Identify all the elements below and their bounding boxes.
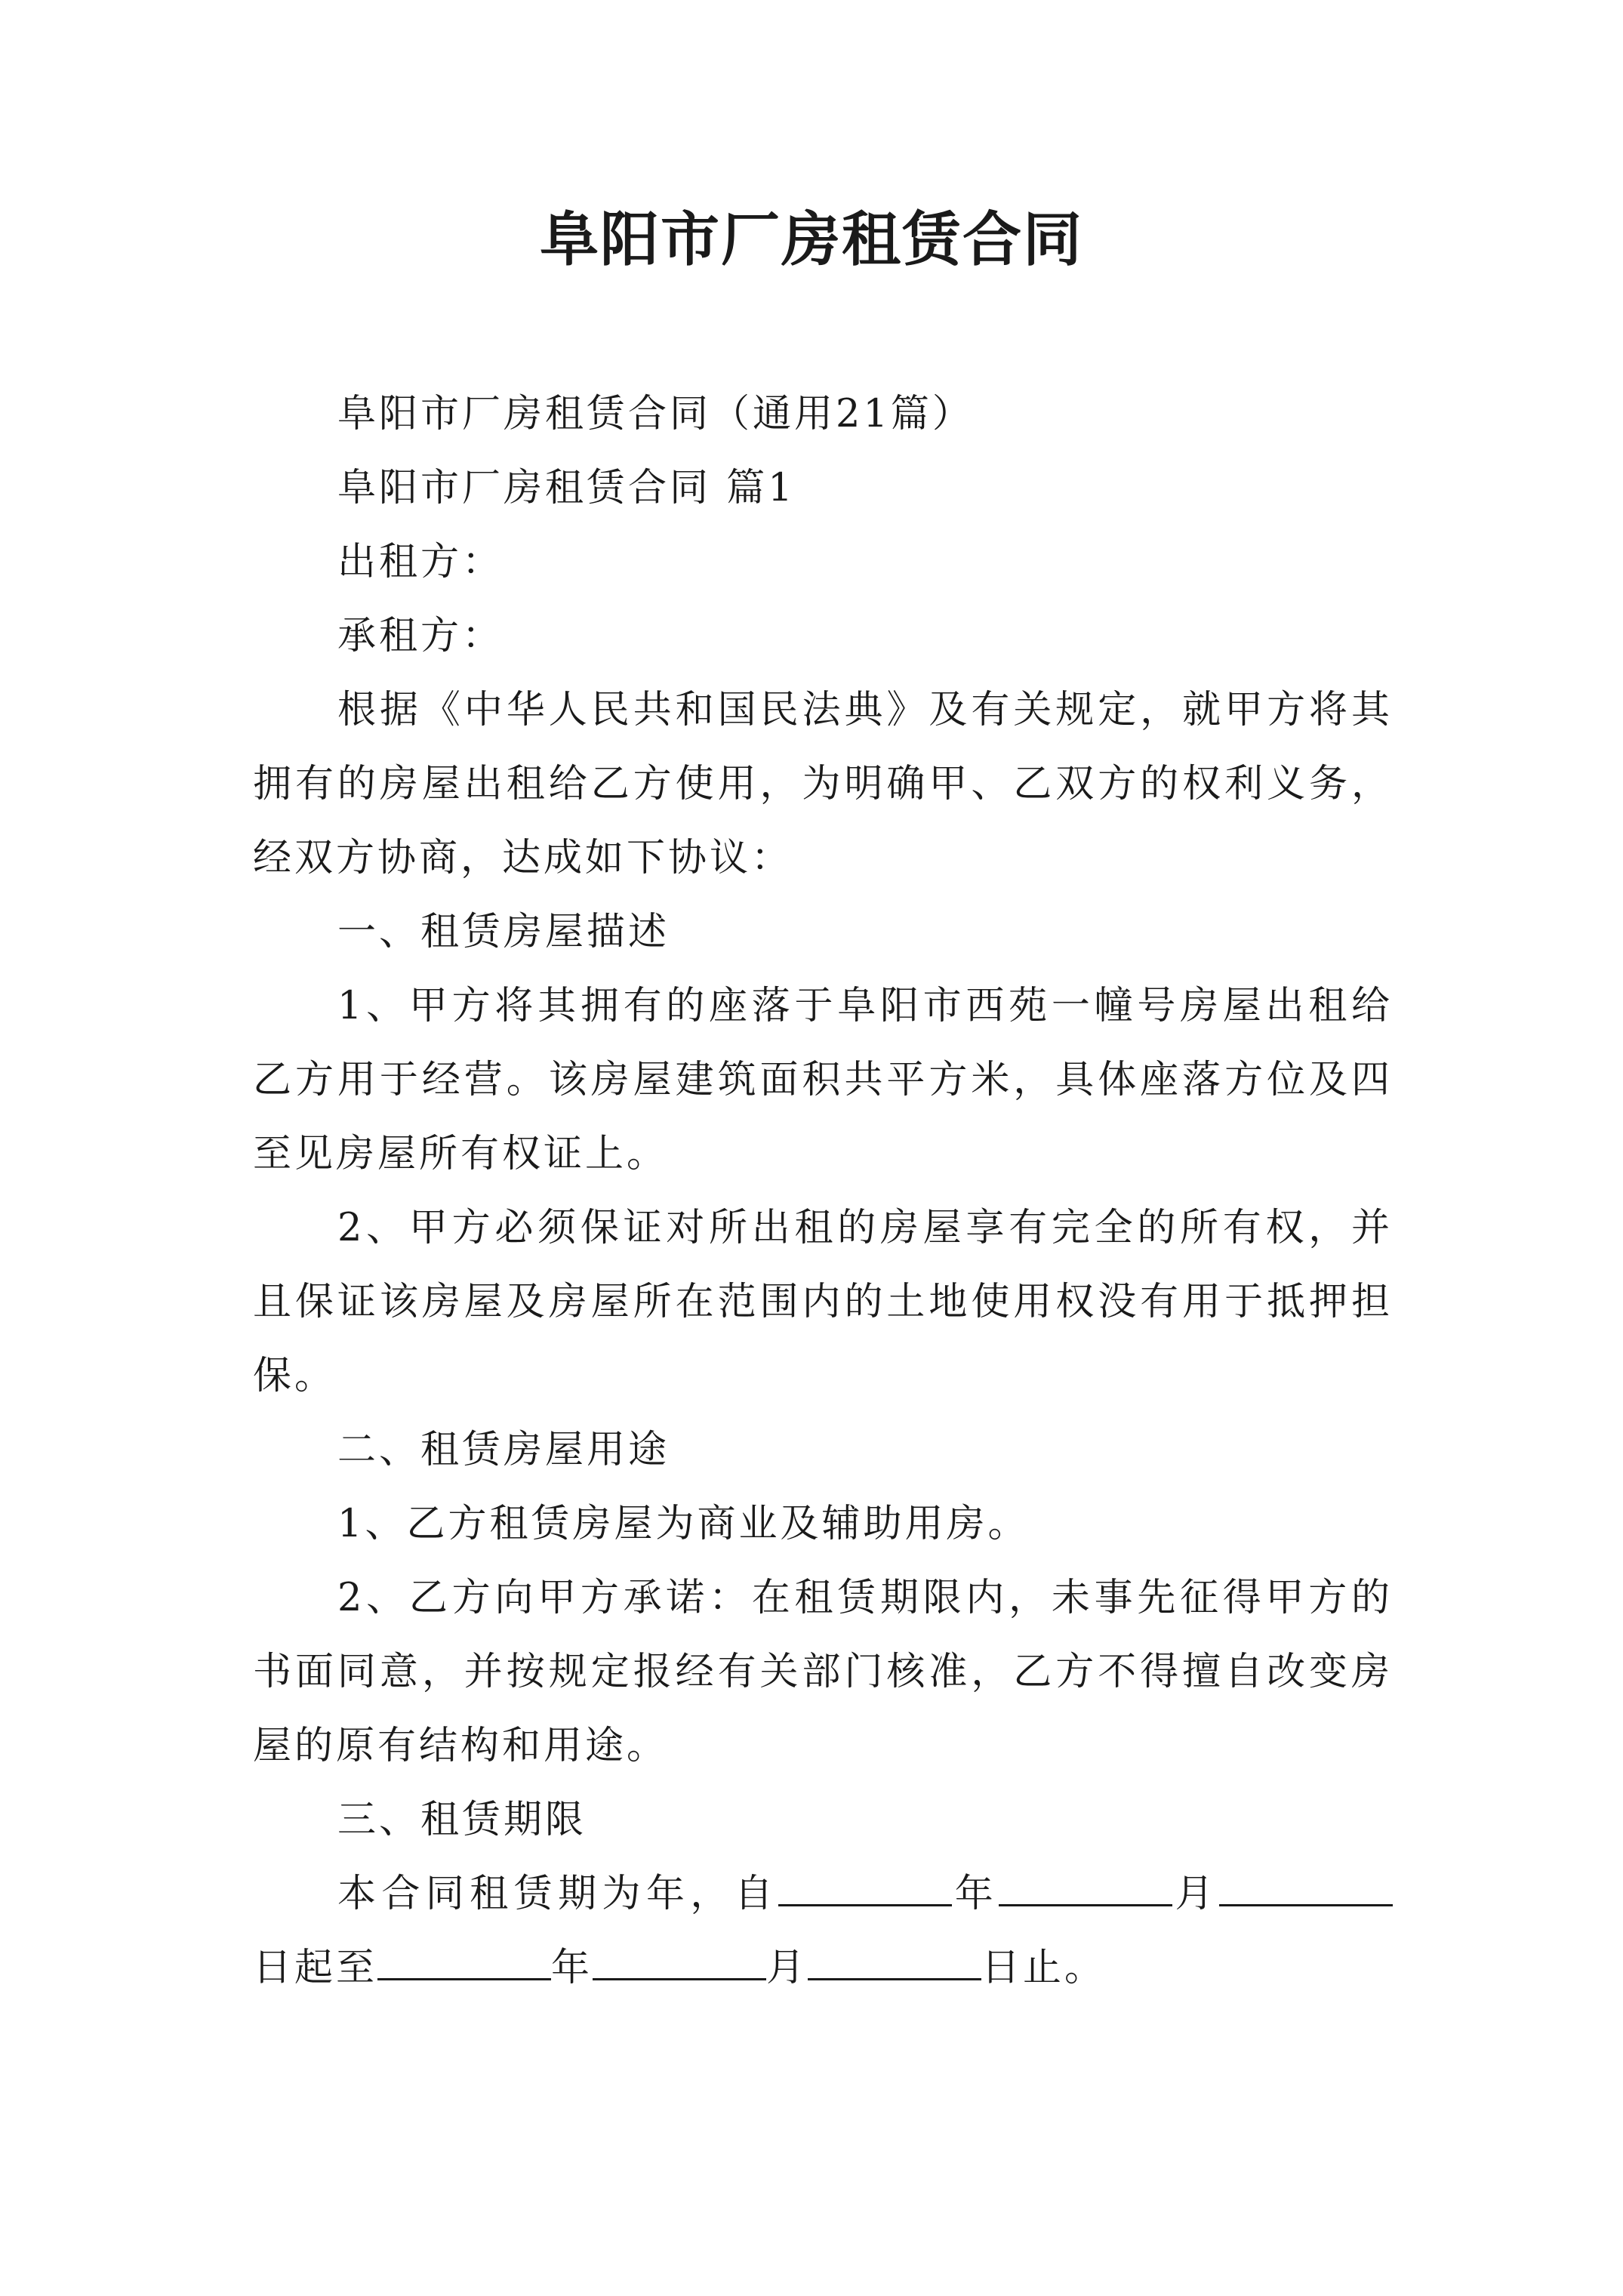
blank-start-day [1219,1865,1393,1906]
blank-end-year [377,1939,551,1980]
heading-house-usage: 二、租赁房屋用途 [337,1428,670,1472]
blank-end-month [593,1939,766,1980]
term-text-year2: 年 [551,1946,593,1990]
paragraph-lease-term [253,1857,1393,2005]
term-text-month1: 月 [1172,1872,1219,1916]
term-text-start: 本合同租赁期为年，自 [337,1872,779,1916]
heading-house-description: 一、租赁房屋描述 [337,910,670,954]
paragraph-clause-1-1: 1、甲方将其拥有的座落于阜阳市西苑一幢号房屋出租给乙方用于经营。该房屋建筑面积共平方米，具体座落方位及四至见房屋所有权证上。 [253,984,1393,1176]
paragraph-section-heading: 阜阳市厂房租赁合同 篇1 [337,466,796,510]
document-body [253,378,1393,2005]
blank-start-year [778,1865,952,1906]
term-text-month2: 月 [766,1946,808,1990]
blank-end-day [808,1939,981,1980]
blank-start-month [999,1865,1172,1906]
document-title: 阜阳市厂房租赁合同 [539,205,1083,274]
paragraph-preamble: 根据《中华人民共和国民法典》及有关规定，就甲方将其拥有的房屋出租给乙方使用，为明确甲、乙双方的权利义务，经双方协商，达成如下协议： [253,688,1393,880]
paragraph-lessee: 承租方： [337,614,504,658]
paragraph-lessor: 出租方： [337,540,504,584]
term-text-end: 日止。 [981,1946,1107,1990]
heading-lease-term: 三、租赁期限 [337,1798,587,1842]
paragraph-clause-2-2: 2、乙方向甲方承诺：在租赁期限内，未事先征得甲方的书面同意，并按规定报经有关部门核准，乙方不得擅自改变房屋的原有结构和用途。 [253,1576,1393,1768]
term-text-day1: 日起至 [253,1946,378,1990]
paragraph-clause-2-1: 1、乙方租赁房屋为商业及辅助用房。 [337,1502,1030,1546]
term-text-year1: 年 [952,1872,999,1916]
paragraph-clause-1-2: 2、甲方必须保证对所出租的房屋享有完全的所有权，并且保证该房屋及房屋所在范围内的土地使用权没有用于抵押担保。 [253,1206,1393,1398]
paragraph-subtitle: 阜阳市厂房租赁合同（通用21篇） [337,392,974,436]
